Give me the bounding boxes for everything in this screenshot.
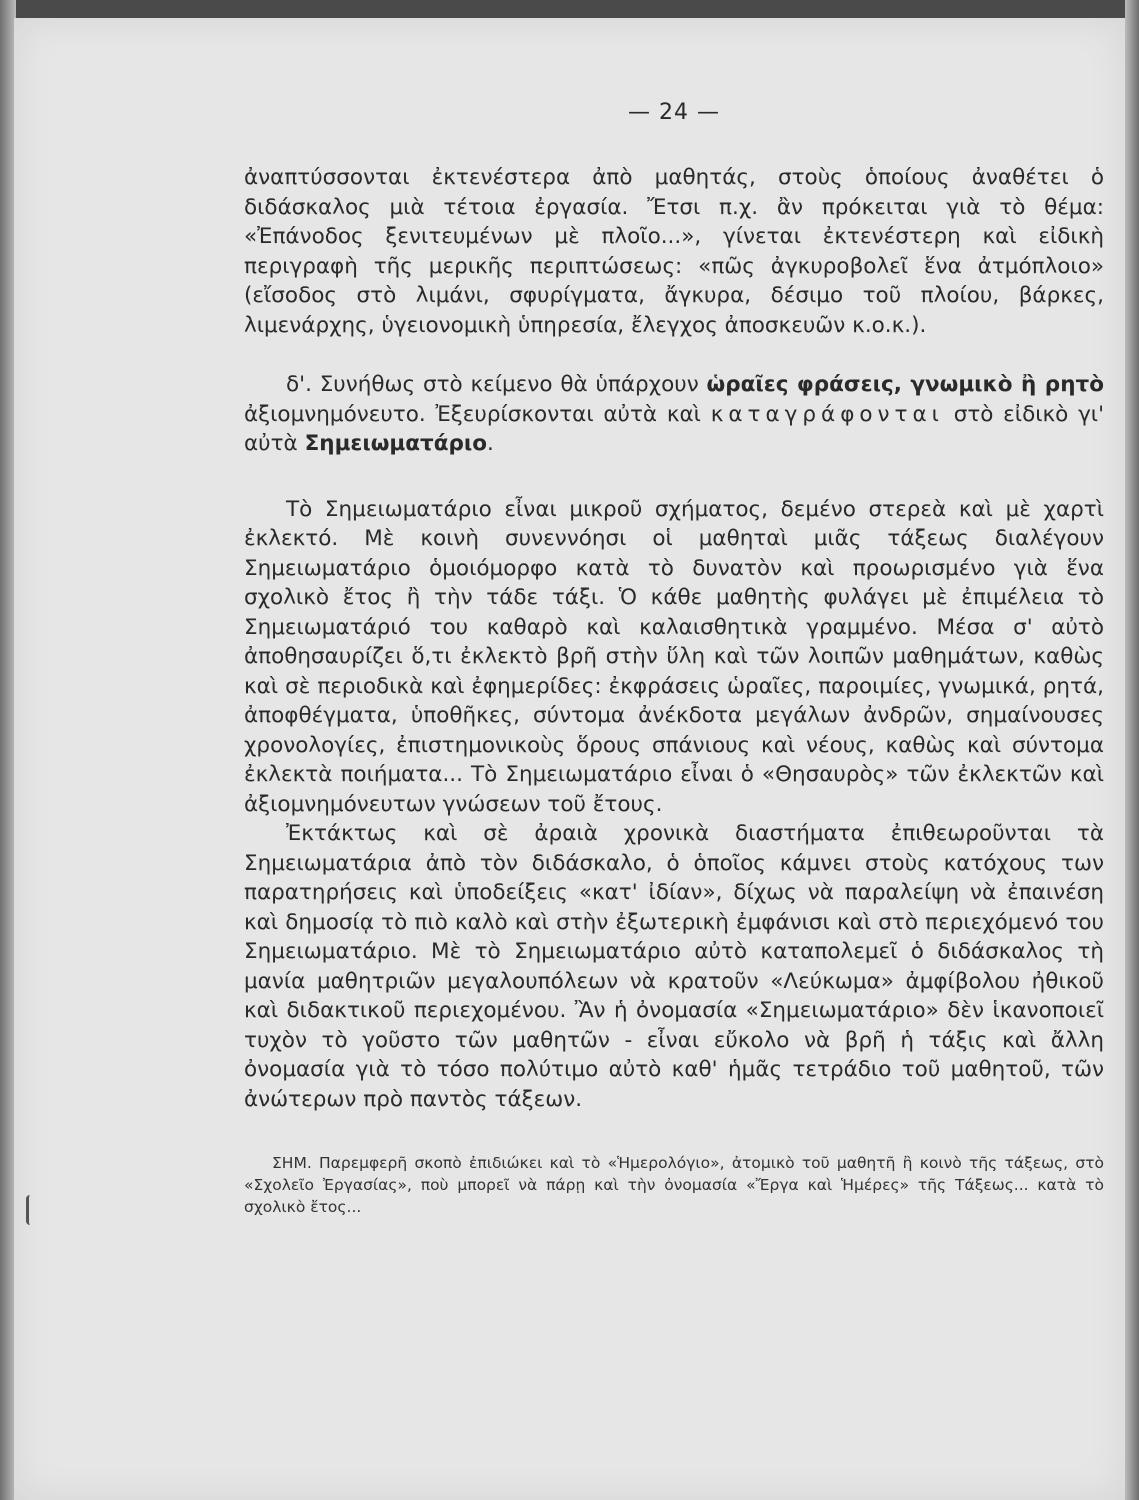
page-number: — 24 — (628, 100, 720, 125)
paragraph-2-mid: ἀξιομνημόνευτο. Ἐξευρίσκονται αὐτὰ καὶ (244, 401, 711, 427)
page-content (244, 100, 1104, 1234)
paragraph-2-lead: δ'. Συνήθως στὸ κείμενο θὰ ὑπάρχουν (286, 372, 707, 397)
footnote: ΣΗΜ. Παρεμφερῆ σκοπὸ ἐπιδιώκει καὶ τὸ «Ἡμερολόγιο», ἀτομικὸ τοῦ μαθητῆ ἢ κοινὸ τῆς τάξεως, στὸ «Σχολεῖο Ἐργασίας», ποὺ μπορεῖ νὰ πάρῃ καὶ τὴν ὀνομασία «Ἔργα καὶ Ἡμέρες» τῆς Τάξεως... κατὰ τὸ σχολικὸ ἔτος... (244, 1154, 1104, 1216)
paragraph-1: ἀναπτύσσονται ἐκτενέστερα ἀπὸ μαθητάς, στοὺς ὁποίους ἀναθέτει ὁ διδάσκαλος μιὰ τέτοια ἐργασία. Ἔτσι π.χ. ἂν πρόκειται γιὰ τὸ θέμα: «Ἐπάνοδος ξενιτευμένων μὲ πλοῖο...», γίνεται ἐκτενέστερη καὶ εἰδικὴ περιγραφὴ τῆς μερικῆς περιπτώσεως: «πῶς ἀγκυροβολεῖ ἕνα ἀτμόπλοιο» (εἴσοδος στὸ λιμάνι, σφυρίγματα, ἄγκυρα, δέσιμο τοῦ πλοίου, βάρκες, λιμενάρχης, ὑγειονομικὴ ὑπηρεσία, ἔλεγχος ἀποσκευῶν κ.ο.κ.). (244, 165, 1104, 338)
paragraph-2-mid2: στὸ εἰδικὸ γι' αὐτὰ (244, 401, 1104, 456)
scan-right-edge (1125, 0, 1139, 1500)
margin-mark (26, 1195, 41, 1225)
paragraph-2-bold-phrase: ὡραῖες φράσεις, γνωμικὸ ἢ ρητὸ (706, 372, 1104, 397)
paragraph-2-end: . (487, 431, 494, 456)
paragraph-4: Ἐκτάκτως καὶ σὲ ἀραιὰ χρονικὰ διαστήματα ἐπιθεωροῦνται τὰ Σημειωματάρια ἀπὸ τὸν διδάσκαλο, ὁ ὁποῖος κάμνει στοὺς κατόχους των παρατηρήσεις καὶ ὑποδείξεις «κατ' ἰδίαν», δίχως νὰ παραλείψη νὰ ἐπαινέση καὶ δημοσίᾳ τὸ πιὸ καλὸ καὶ στὴν ἐξωτερικὴ ἐμφάνισι καὶ στὸ περιεχόμενό του Σημειωματάριο. Μὲ τὸ Σημειωματάριο αὐτὸ καταπολεμεῖ ὁ διδάσκαλος τὴ μανία μαθητριῶν μεγαλουπόλεων νὰ κρατοῦν «Λεύκωμα» ἀμφίβολου ἠθικοῦ καὶ διδακτικοῦ περιεχομένου. Ἂν ἡ ὀνομασία «Σημειωματάριο» δὲν ἱκανοποιεῖ τυχὸν τὸ γοῦστο τῶν μαθητῶν - εἶναι εὔκολο νὰ βρῆ ἡ τάξις καὶ ἄλλη ὀνομασία γιὰ τὸ τόσο πολύτιμο αὐτὸ καθ' ἡμᾶς τετράδιο τοῦ μαθητοῦ, τῶν ἀνώτερων πρὸ παντὸς τάξεων. (244, 821, 1104, 1112)
paragraph-2 (244, 370, 1104, 459)
paragraph-3: Τὸ Σημειωματάριο εἶναι μικροῦ σχήματος, δεμένο στερεὰ καὶ μὲ χαρτὶ ἐκλεκτό. Μὲ κοινὴ συνεννόησι οἱ μαθηταὶ μιᾶς τάξεως διαλέγουν Σημειωματάριο ὁμοιόμορφο κατὰ τὸ δυνατὸν καὶ προωρισμένο γιὰ ἕνα σχολικὸ ἔτος ἢ τὴν τάδε τάξι. Ὁ κάθε μαθητὴς φυλάγει μὲ ἐπιμέλεια τὸ Σημειωματάριό του καθαρὸ καὶ καλαισθητικὰ γραμμένο. Μέσα σ' αὐτὸ ἀποθησαυρίζει ὅ,τι ἐκλεκτὸ βρῆ στὴν ὕλη καὶ τῶν λοιπῶν μαθημάτων, καθὼς καὶ σὲ περιοδικὰ καὶ ἐφημερίδες: ἐκφράσεις ὡραῖες, παροιμίες, γνωμικά, ρητά, ἀποφθέγματα, ὑποθῆκες, σύντομα ἀνέκδοτα μεγάλων ἀνδρῶν, σημαίνουσες χρονολογίες, ἐπιστημονικοὺς ὅρους σπάνιους καὶ νέους, καθὼς καὶ σύντομα ἐκλεκτὰ ποιήματα... Τὸ Σημειωματάριο εἶναι ὁ «Θησαυρὸς» τῶν ἐκλεκτῶν καὶ ἀξιομνημόνευτων γνώσεων τοῦ ἔτους. (244, 496, 1104, 817)
paragraph-2-spaced-word: καταγράφονται (710, 401, 944, 427)
paragraph-2-bold-term: Σημειωματάριο (304, 431, 488, 456)
scan-top-border (0, 0, 1139, 20)
